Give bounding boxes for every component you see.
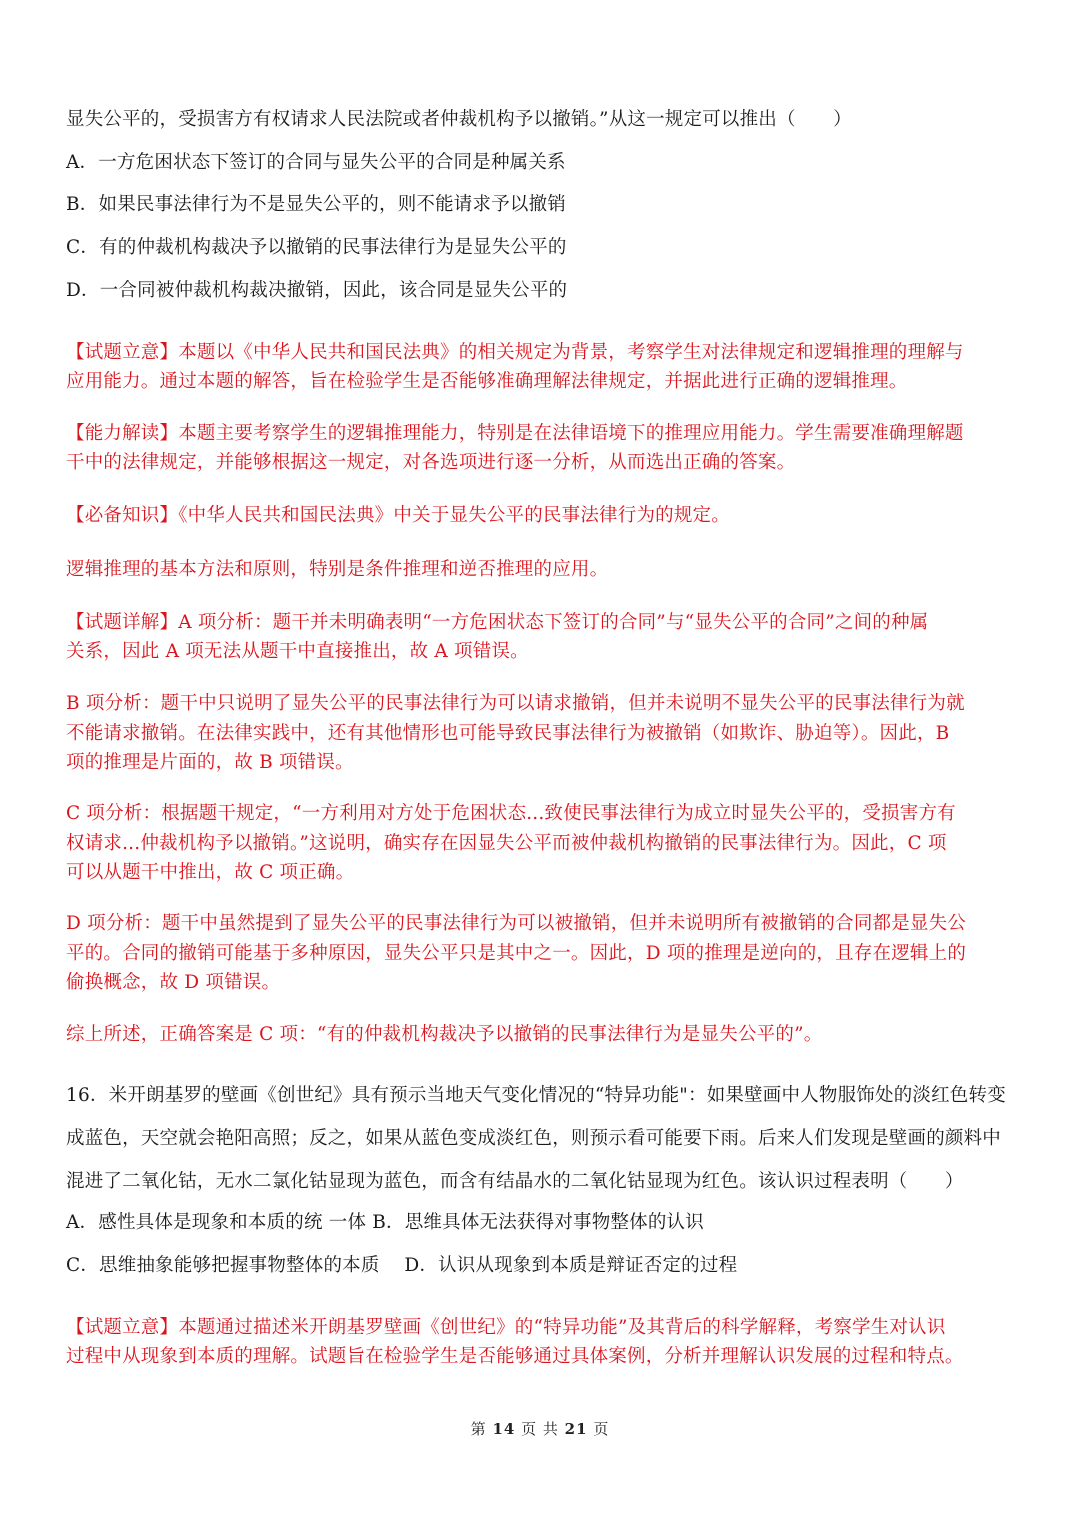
q15-option-c: C．有的仲裁机构裁决予以撤销的民事法律行为是显失公平的 [66, 237, 567, 258]
footer-middle: 页 共 [521, 1420, 559, 1438]
q15-detail-d-line: 平的。合同的撤销可能基于多种原因，显失公平只是其中之一。因此，D 项的推理是逆向的，且存在逻辑上的 [66, 942, 967, 964]
q15-option-a: A．一方危困状态下签订的合同与显失公平的合同是种属关系 [66, 152, 566, 173]
q15-detail-a-line: 关系，因此 A 项无法从题干中直接推出，故 A 项错误。 [66, 641, 529, 662]
q15-detail-a-line: A 项分析：题干并未明确表明“一方危困状态下签订的合同”与“显失公平的合同”之间的种属 [178, 612, 929, 633]
q15-stem-tail: 显失公平的，受损害方有权请求人民法院或者仲裁机构予以撤销。”从这一规定可以推出（ ） [66, 109, 852, 130]
q15-option-d: D．一合同被仲裁机构裁决撤销，因此，该合同是显失公平的 [66, 280, 568, 301]
q15-intent-paragraph [66, 338, 1018, 396]
q15-option-b: B．如果民事法律行为不是显失公平的，则不能请求予以撤销 [66, 194, 566, 215]
footer-total-pages: 21 [564, 1420, 588, 1438]
q16-stem [66, 1074, 1018, 1203]
q15-ability-paragraph [66, 419, 1018, 477]
q15-detail-c-paragraph [66, 799, 1018, 888]
q15-detail-c-line: 权请求...仲裁机构予以撤销。”这说明，确实存在因显失公平而被仲裁机构撤销的民事法律行为。因此，C 项 [66, 832, 947, 854]
q16-intent-tag: 【试题立意】 [66, 1317, 179, 1338]
q15-detail-b-line: B 项分析：题干中只说明了显失公平的民事法律行为可以请求撤销，但并未说明不显失公平的民事法律行为就 [66, 693, 965, 714]
q15-knowledge-line-2: 逻辑推理的基本方法和原则，特别是条件推理和逆否推理的应用。 [66, 559, 609, 580]
footer-suffix: 页 [593, 1420, 610, 1438]
footer-page-number: 14 [492, 1420, 516, 1438]
q15-detail-c-line: C 项分析：根据题干规定，“一方利用对方处于危困状态...致使民事法律行为成立时显失公平的，受损害方有 [66, 803, 956, 824]
q16-options-row-2: C．思维抽象能够把握事物整体的本质 D．认识从现象到本质是辩证否定的过程 [66, 1255, 738, 1276]
q16-stem-line: 混进了二氧化钴，无水二氯化钴显现为蓝色，而含有结晶水的二氧化钴显现为红色。该认识过程表明（ ） [66, 1171, 964, 1192]
q15-detail-b-line: 项的推理是片面的，故 B 项错误。 [66, 752, 354, 773]
q15-knowledge-paragraph [66, 501, 1018, 530]
q15-intent-line: 本题以《中华人民共和国民法典》的相关规定为背景，考察学生对法律规定和逻辑推理的理解与 [178, 342, 964, 363]
q15-detail-a-paragraph [66, 608, 1018, 666]
q16-options-row-1: A．感性具体是现象和本质的统 一体 B．思维具体无法获得对事物整体的认识 [66, 1212, 704, 1233]
footer-prefix: 第 [470, 1420, 487, 1438]
q16-intent-paragraph [66, 1313, 1018, 1371]
q15-knowledge-tag: 【必备知识】 [66, 505, 179, 526]
page-footer [0, 1418, 1080, 1439]
q16-intent-line: 过程中从现象到本质的理解。试题旨在检验学生是否能够通过具体案例，分析并理解认识发展的过程和特点。 [66, 1346, 964, 1367]
q15-detail-tag: 【试题详解】 [66, 612, 179, 633]
q15-knowledge-line: 《中华人民共和国民法典》中关于显失公平的民事法律行为的规定。 [178, 505, 730, 526]
q15-detail-b-paragraph [66, 689, 1018, 778]
q15-detail-d-line: 偷换概念，故 D 项错误。 [66, 972, 281, 993]
q15-intent-line: 应用能力。通过本题的解答，旨在检验学生是否能够准确理解法律规定，并据此进行正确的逻辑推理。 [66, 371, 908, 392]
q16-stem-line: 成蓝色，天空就会艳阳高照；反之，如果从蓝色变成淡红色，则预示看可能要下雨。后来人们发现是壁画的颜料中 [66, 1128, 1002, 1149]
q15-detail-c-line: 可以从题干中推出，故 C 项正确。 [66, 862, 355, 883]
q15-detail-d-line: D 项分析：题干中虽然提到了显失公平的民事法律行为可以被撤销，但并未说明所有被撤销的合同都是显失公 [66, 913, 967, 934]
q15-detail-b-line: 不能请求撤销。在法律实践中，还有其他情形也可能导致民事法律行为被撤销（如欺诈、胁迫等）。因此，B [66, 722, 950, 744]
q15-summary: 综上所述，正确答案是 C 项：“有的仲裁机构裁决予以撤销的民事法律行为是显失公平的”。 [66, 1024, 823, 1045]
q15-intent-tag: 【试题立意】 [66, 342, 179, 363]
q16-intent-line: 本题通过描述米开朗基罗壁画《创世纪》的“特异功能”及其背后的科学解释，考察学生对认识 [178, 1317, 946, 1338]
q15-detail-d-paragraph [66, 909, 1018, 998]
q15-ability-line: 干中的法律规定，并能够根据这一规定，对各选项进行逐一分析，从而选出正确的答案。 [66, 452, 796, 473]
q15-ability-tag: 【能力解读】 [66, 423, 179, 444]
q15-ability-line: 本题主要考察学生的逻辑推理能力，特别是在法律语境下的推理应用能力。学生需要准确理解题 [178, 423, 964, 444]
q16-stem-line: 16．米开朗基罗的壁画《创世纪》具有预示当地天气变化情况的“特异功能"：如果壁画中人物服饰处的淡红色转变 [66, 1085, 1006, 1106]
